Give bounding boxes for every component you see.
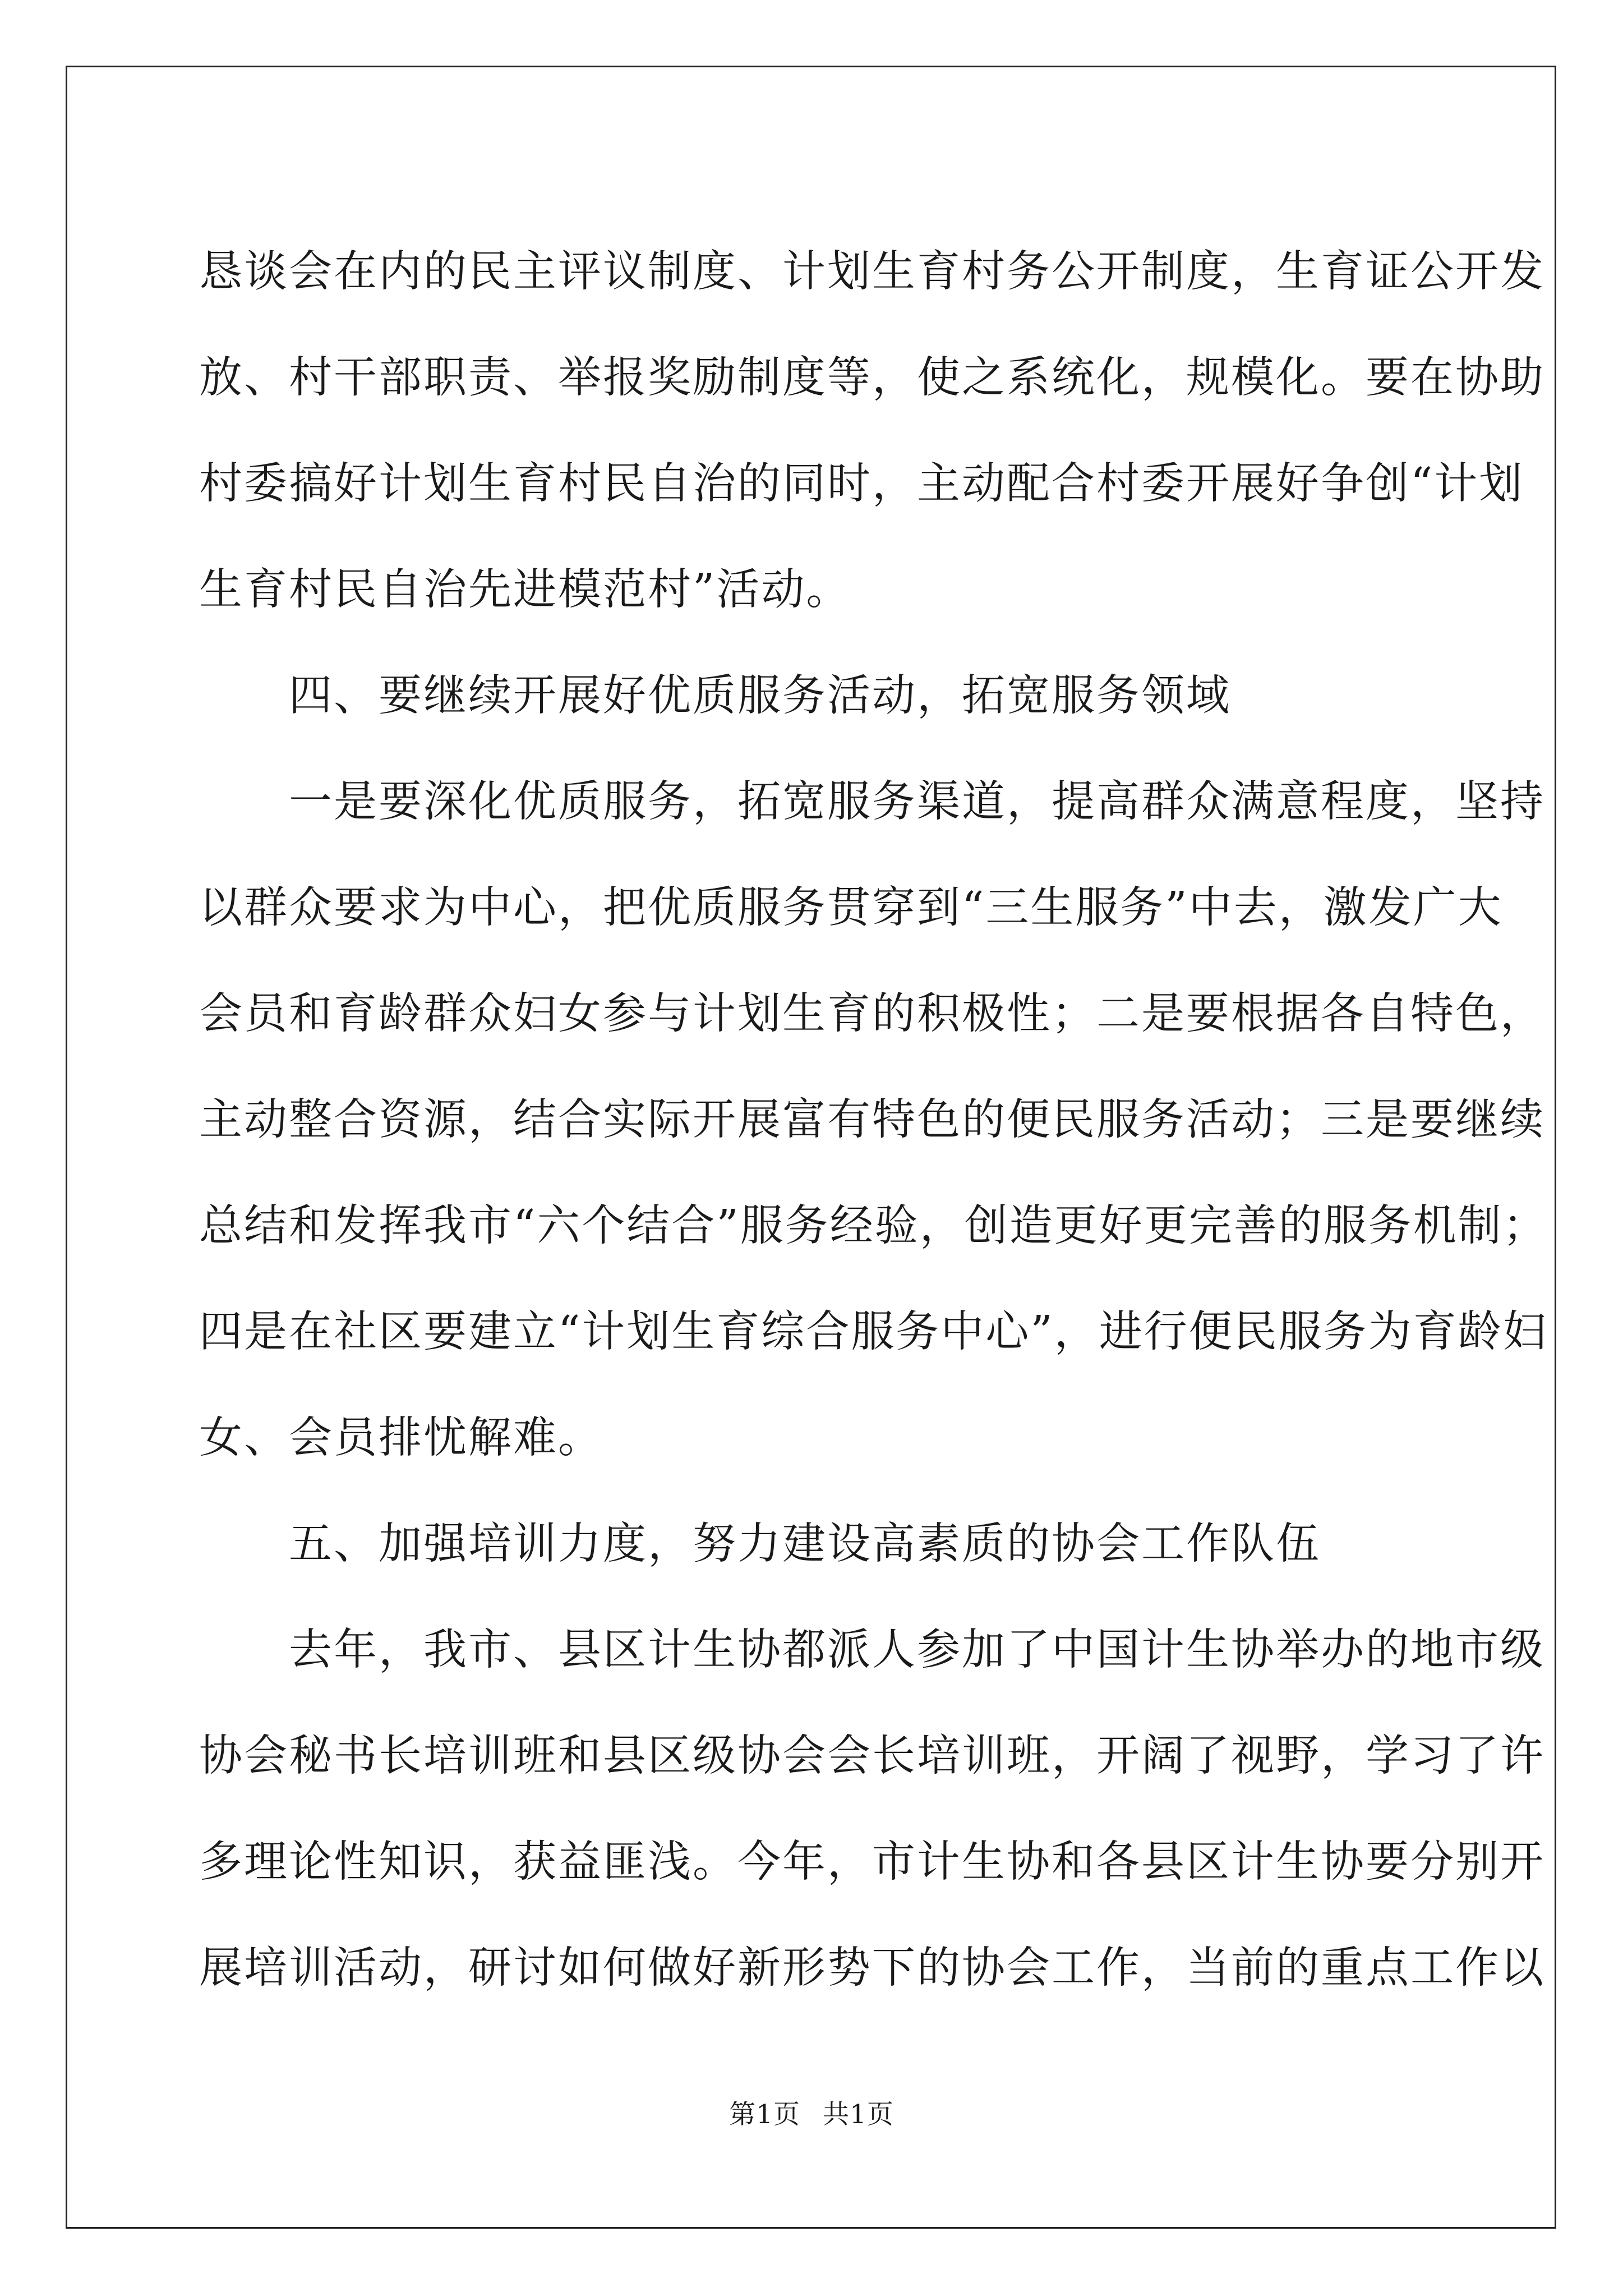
text-line: 村委搞好计划生育村民自治的同时，主动配合村委开展好争创“计划: [199, 459, 1524, 509]
text-line: 主动整合资源，结合实际开展富有特色的便民服务活动；三是要继续: [199, 1095, 1545, 1145]
text-line: 女、会员排忧解难。: [199, 1413, 603, 1463]
text-line: 多理论性知识，获益匪浅。今年，市计生协和各县区计生协要分别开: [199, 1837, 1545, 1887]
text-line: 展培训活动，研讨如何做好新形势下的协会工作，当前的重点工作以: [199, 1943, 1545, 1993]
text-line: 放、村干部职责、举报奖励制度等，使之系统化，规模化。要在协助: [199, 353, 1545, 403]
body-text: [199, 219, 1548, 2021]
page-footer: [0, 2098, 1623, 2132]
text-line: 生育村民自治先进模范村”活动。: [199, 565, 851, 615]
page-count: 共1页: [823, 2099, 894, 2130]
text-line: 四是在社区要建立“计划生育综合服务中心”，进行便民服务为育龄妇: [199, 1307, 1548, 1357]
text-line: 会员和育龄群众妇女参与计划生育的积极性；二是要根据各自特色，: [199, 989, 1545, 1039]
text-line: 一是要深化优质服务，拓宽服务渠道，提高群众满意程度，坚持: [199, 777, 1545, 827]
text-line: 去年，我市、县区计生协都派人参加了中国计生协举办的地市级: [199, 1625, 1545, 1675]
section-heading-5: 五、加强培训力度，努力建设高素质的协会工作队伍: [199, 1519, 1321, 1569]
document-body: [199, 219, 1548, 2021]
section-heading-4: 四、要继续开展好优质服务活动，拓宽服务领域: [199, 671, 1231, 721]
text-line: 总结和发挥我市“六个结合”服务经验，创造更好更完善的服务机制；: [199, 1201, 1548, 1251]
text-line: 恳谈会在内的民主评议制度、计划生育村务公开制度，生育证公开发: [199, 247, 1545, 297]
text-line: 以群众要求为中心，把优质服务贯穿到“三生服务”中去，激发广大: [199, 883, 1503, 933]
page-number: 第1页: [729, 2099, 800, 2130]
text-line: 协会秘书长培训班和县区级协会会长培训班，开阔了视野，学习了许: [199, 1731, 1545, 1781]
